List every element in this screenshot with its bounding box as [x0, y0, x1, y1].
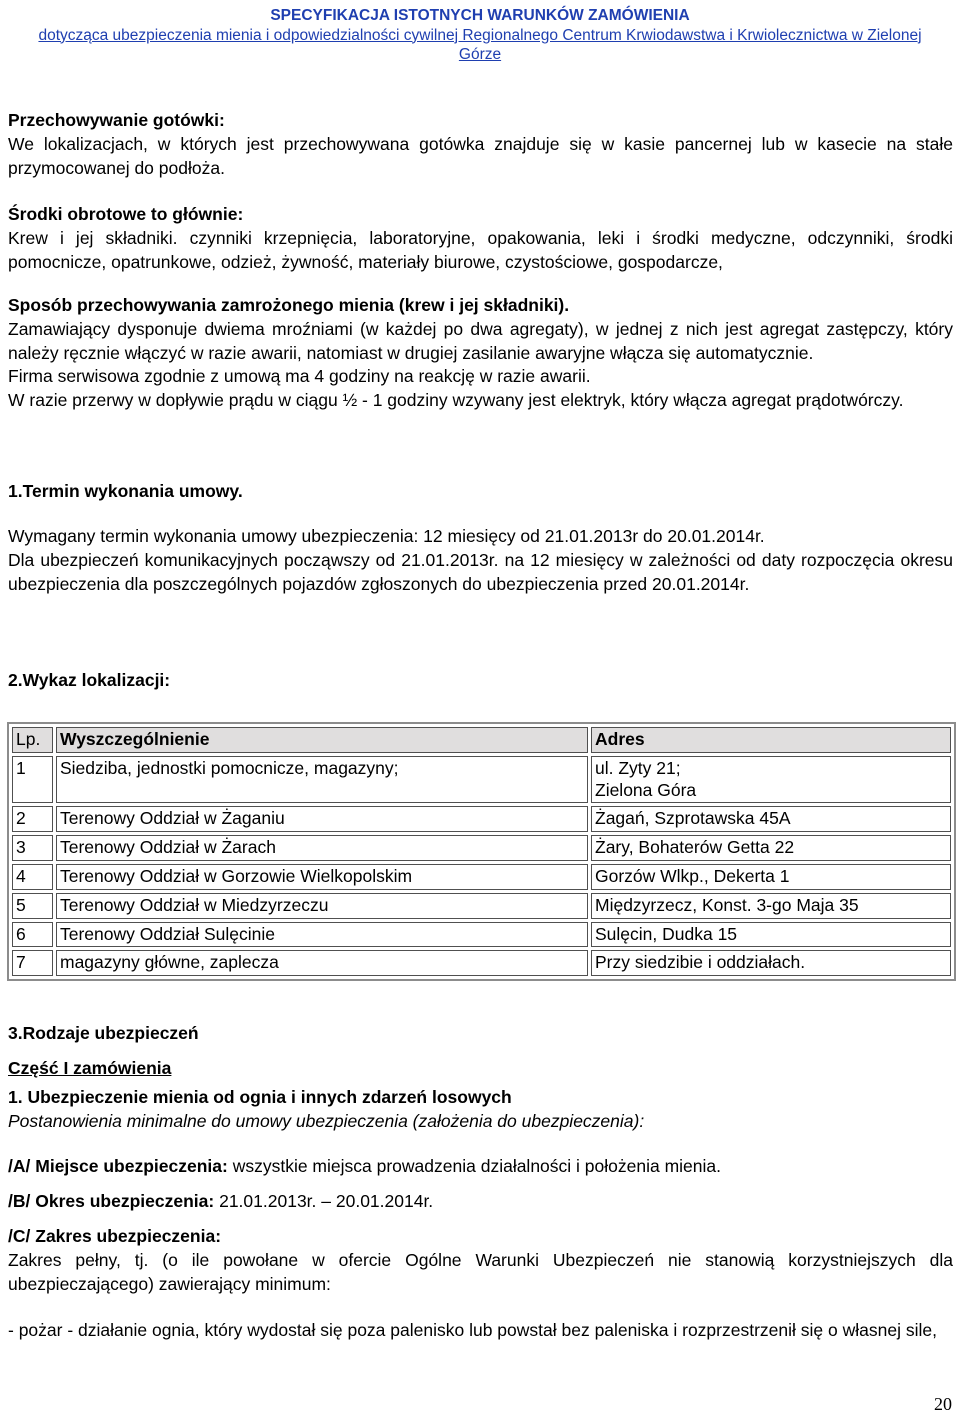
table-row — [12, 922, 951, 948]
clause-a-text: wszystkie miejsca prowadzenia działalności i położenia mienia. — [232, 1156, 721, 1176]
clause-c — [8, 1225, 953, 1296]
clause-b-tag: /B/ — [8, 1191, 31, 1211]
cash-text: We lokalizacjach, w których jest przechowywana gotówka znajduje się w kasie pancernej lub w kasecie na stałe przymocowanej do podłoża. — [8, 133, 953, 178]
row-address: Żary, Bohaterów Getta 22 — [591, 835, 951, 861]
header-title: SPECYFIKACJA ISTOTNYCH WARUNKÓW ZAMÓWIENIA — [270, 7, 690, 24]
fire-insurance-title: 1. Ubezpieczenie mienia od ognia i innych zdarzeń losowych — [8, 1087, 512, 1107]
row-address — [591, 756, 951, 804]
term-heading: 1.Termin wykonania umowy. — [8, 481, 243, 501]
frozen-storage-heading: Sposób przechowywania zamrożonego mienia (krew i jej składniki). — [8, 295, 570, 315]
row-lp: 2 — [12, 806, 53, 832]
col-header-address: Adres — [591, 727, 951, 753]
table-row — [12, 864, 951, 890]
table-row — [12, 756, 951, 804]
table-header-row — [12, 727, 951, 753]
header-subtitle-line2: Górze — [458, 46, 502, 63]
row-name: Terenowy Oddział w Miedzyrzeczu — [56, 893, 588, 919]
current-assets-heading: Środki obrotowe to głównie: — [8, 204, 244, 224]
clause-c-label: Zakres ubezpieczenia: — [35, 1226, 222, 1246]
frozen-storage-p2: Firma serwisowa zgodnie z umową ma 4 godziny na reakcję w razie awarii. — [8, 366, 591, 387]
row-address-line1: ul. Zyty 21; — [595, 757, 681, 778]
col-header-lp: Lp. — [12, 727, 53, 753]
col-header-name: Wyszczególnienie — [56, 727, 588, 753]
current-assets-text: Krew i jej składniki. czynniki krzepnięcia, laboratoryjne, opakowania, leki i środki medyczne, odczynniki, środki pomocnicze, opatrunkowe, odzież, żywność, materiały biurowe, czystościowe, gospodarcze, — [8, 227, 953, 272]
row-address: Przy siedzibie i oddziałach. — [591, 950, 951, 976]
cash-heading: Przechowywanie gotówki: — [8, 110, 225, 130]
row-name: magazyny główne, zaplecza — [56, 950, 588, 976]
clause-c-text: Zakres pełny, tj. (o ile powołane w ofercie Ogólne Warunki Ubezpieczeń nie stanowią korzystniejszych dla ubezpieczającego) zawierający minimum: — [8, 1249, 953, 1294]
row-address: Żagań, Szprotawska 45A — [591, 806, 951, 832]
row-address: Sulęcin, Dudka 15 — [591, 922, 951, 948]
fire-insurance-section — [8, 1086, 953, 1134]
row-lp: 7 — [12, 950, 53, 976]
clause-a-tag: /A/ — [8, 1156, 31, 1176]
current-assets-section — [8, 203, 953, 274]
page-number: 20 — [934, 1394, 952, 1414]
fire-definition: - pożar - działanie ognia, który wydostał się poza palenisko lub powstał bez paleniska i rozprzestrzenił się o własnej sile, — [8, 1320, 937, 1340]
fire-insurance-subtitle: Postanowienia minimalne do umowy ubezpieczenia (założenia do ubezpieczenia): — [8, 1110, 645, 1131]
row-name: Siedziba, jednostki pomocnicze, magazyny; — [56, 756, 588, 804]
row-name: Terenowy Oddział w Żaganiu — [56, 806, 588, 832]
frozen-storage-p1: Zamawiający dysponuje dwiema mroźniami (w każdej po dwa agregaty), w jednej z nich jest agregat zastępczy, który należy ręcznie włączyć w razie awarii, natomiast w drugiej zasilanie awaryjne włącza się automatycznie. — [8, 318, 953, 363]
table-row — [12, 835, 951, 861]
row-address: Gorzów Wlkp., Dekerta 1 — [591, 864, 951, 890]
page-header — [0, 6, 960, 65]
cash-section — [8, 109, 953, 180]
table-row — [12, 950, 951, 976]
clause-a-label: Miejsce ubezpieczenia: — [35, 1156, 228, 1176]
row-lp: 4 — [12, 864, 53, 890]
clause-b-label: Okres ubezpieczenia: — [35, 1191, 215, 1211]
row-address-line2: Zielona Góra — [595, 779, 697, 800]
frozen-storage-section — [8, 294, 953, 413]
clause-a — [8, 1155, 953, 1179]
row-name: Terenowy Oddział w Żarach — [56, 835, 588, 861]
row-lp: 3 — [12, 835, 53, 861]
insurance-types-heading: 3.Rodzaje ubezpieczeń — [8, 1023, 199, 1043]
term-section — [8, 525, 953, 596]
table-row — [12, 893, 951, 919]
row-lp: 5 — [12, 893, 53, 919]
locations-table — [7, 722, 956, 981]
clause-c-header — [8, 1225, 953, 1249]
frozen-storage-p3: W razie przerwy w dopływie prądu w ciągu ½ - 1 godziny wzywany jest elektryk, który włącza agregat prądotwórczy. — [8, 390, 904, 411]
term-p1: Wymagany termin wykonania umowy ubezpieczenia: 12 miesięcy od 21.01.2013r do 20.01.2014r. — [8, 526, 765, 546]
clause-b-text: 21.01.2013r. – 20.01.2014r. — [219, 1191, 434, 1211]
row-address: Międzyrzecz, Konst. 3-go Maja 35 — [591, 893, 951, 919]
row-lp: 6 — [12, 922, 53, 948]
order-part-heading: Część I zamówienia — [8, 1058, 172, 1078]
row-name: Terenowy Oddział w Gorzowie Wielkopolskim — [56, 864, 588, 890]
clause-b — [8, 1190, 953, 1214]
clause-c-tag: /C/ — [8, 1226, 31, 1246]
table-row — [12, 806, 951, 832]
header-subtitle-line1: dotycząca ubezpieczenia mienia i odpowiedzialności cywilnej Regionalnego Centrum Krwiodawstwa i Krwiolecznictwa w Zielonej — [38, 26, 922, 44]
row-name: Terenowy Oddział Sulęcinie — [56, 922, 588, 948]
term-p2: Dla ubezpieczeń komunikacyjnych począwszy od 21.01.2013r. na 12 miesięcy w zależności od daty rozpoczęcia okresu ubezpieczenia dla poszczególnych pojazdów zgłoszonych do ubezpieczenia przed 20.01.2014r. — [8, 549, 953, 594]
locations-heading: 2.Wykaz lokalizacji: — [8, 670, 171, 690]
row-lp: 1 — [12, 756, 53, 804]
